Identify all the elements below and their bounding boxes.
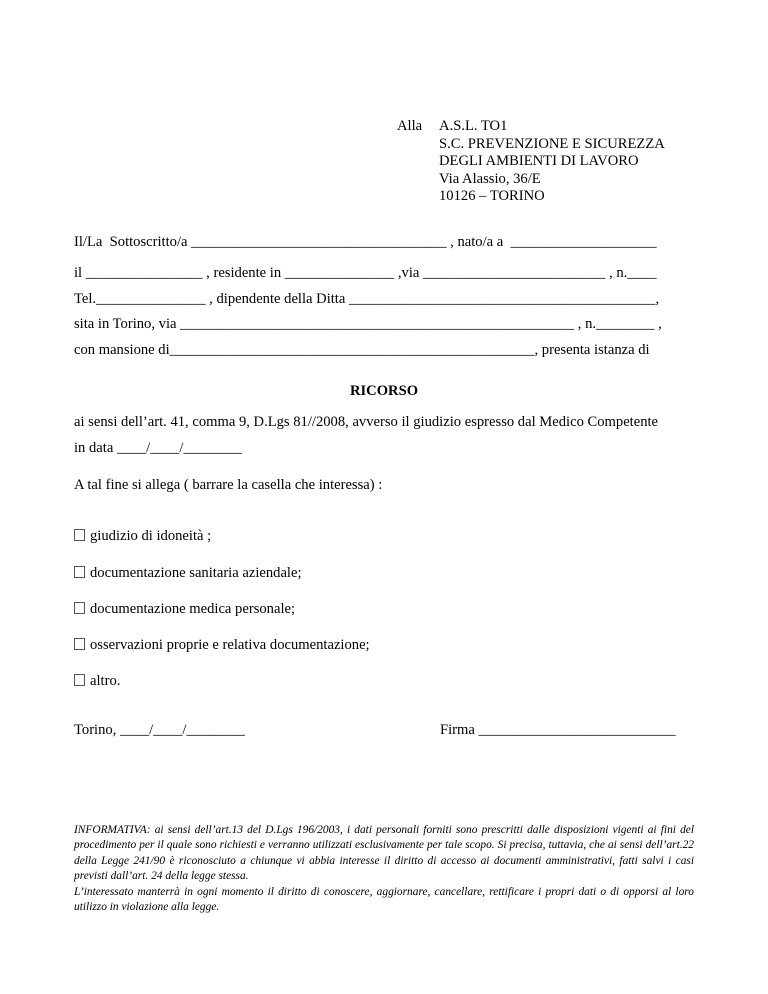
checkbox-icon[interactable] [74, 529, 85, 541]
checkbox-icon[interactable] [74, 674, 85, 686]
form-line-workplace: sita in Torino, via ______________________________________________________ , n.________ , [74, 316, 662, 332]
body-date: in data ____/____/________ [74, 440, 242, 456]
checkbox-icon[interactable] [74, 566, 85, 578]
checkbox-icon[interactable] [74, 638, 85, 650]
option-label: giudizio di idoneità ; [90, 528, 212, 544]
form-line-employer: Tel._______________ , dipendente della Ditta __________________________________________, [74, 291, 660, 307]
option-altro[interactable] [74, 673, 120, 690]
option-giudizio[interactable] [74, 528, 211, 545]
privacy-paragraph: L’interessato manterrà in ogni momento il diritto di conoscere, aggiornare, cancellare, rettificare i propri dati o di opporsi al loro utilizzo in violazione alla legge. [74, 885, 694, 914]
attachments-intro: A tal fine si allega ( barrare la casella che interessa) : [74, 477, 383, 493]
option-label: documentazione medica personale; [90, 601, 296, 617]
recipient-line: Via Alassio, 36/E [439, 170, 541, 187]
body-reference: ai sensi dell’art. 41, comma 9, D.Lgs 81//2008, avverso il giudizio espresso dal Medico Competente [74, 414, 659, 430]
form-line-residence: il ________________ , residente in _______________ ,via _________________________ , n.____ [74, 265, 657, 281]
form-line-name: Il/La Sottoscritto/a ___________________________________ , nato/a a ____________________ [74, 234, 657, 250]
option-label: documentazione sanitaria aziendale; [90, 565, 302, 581]
place-date: Torino, ____/____/________ [74, 722, 245, 738]
signature-line: Firma ___________________________ [440, 722, 676, 738]
option-documentazione-medica[interactable] [74, 601, 295, 618]
option-osservazioni[interactable] [74, 637, 370, 654]
document-title: RICORSO [349, 383, 419, 399]
recipient-line: DEGLI AMBIENTI DI LAVORO [439, 153, 639, 170]
recipient-line: S.C. PREVENZIONE E SICUREZZA [439, 135, 665, 152]
privacy-notice [74, 823, 694, 915]
option-label: altro. [90, 673, 121, 689]
form-line-role: con mansione di__________________________________________________, presenta istanza di [74, 342, 650, 358]
recipient-line: 10126 – TORINO [439, 188, 545, 205]
recipient-lines [439, 118, 665, 206]
option-label: osservazioni proprie e relativa documentazione; [90, 637, 370, 653]
checkbox-icon[interactable] [74, 602, 85, 614]
recipient-prefix: Alla [397, 118, 423, 134]
privacy-paragraph: INFORMATIVA: ai sensi dell’art.13 del D.Lgs 196/2003, i dati personali forniti sono prescritti dalle disposizioni vigenti ai fini del procedimento per il quale sono richiesti e verranno utilizzati esclusivamente per tale scopo. Si precisa, tuttavia, che ai sensi dell’art.22 della Legge 241/90 è riconosciuto a chiunque vi abbia interesse il diritto di accesso ai documenti amministrativi, fatti salvi i casi previsti dall’art. 24 della legge stessa. [74, 824, 694, 883]
recipient-line: A.S.L. TO1 [439, 118, 508, 134]
option-documentazione-sanitaria[interactable] [74, 565, 302, 582]
